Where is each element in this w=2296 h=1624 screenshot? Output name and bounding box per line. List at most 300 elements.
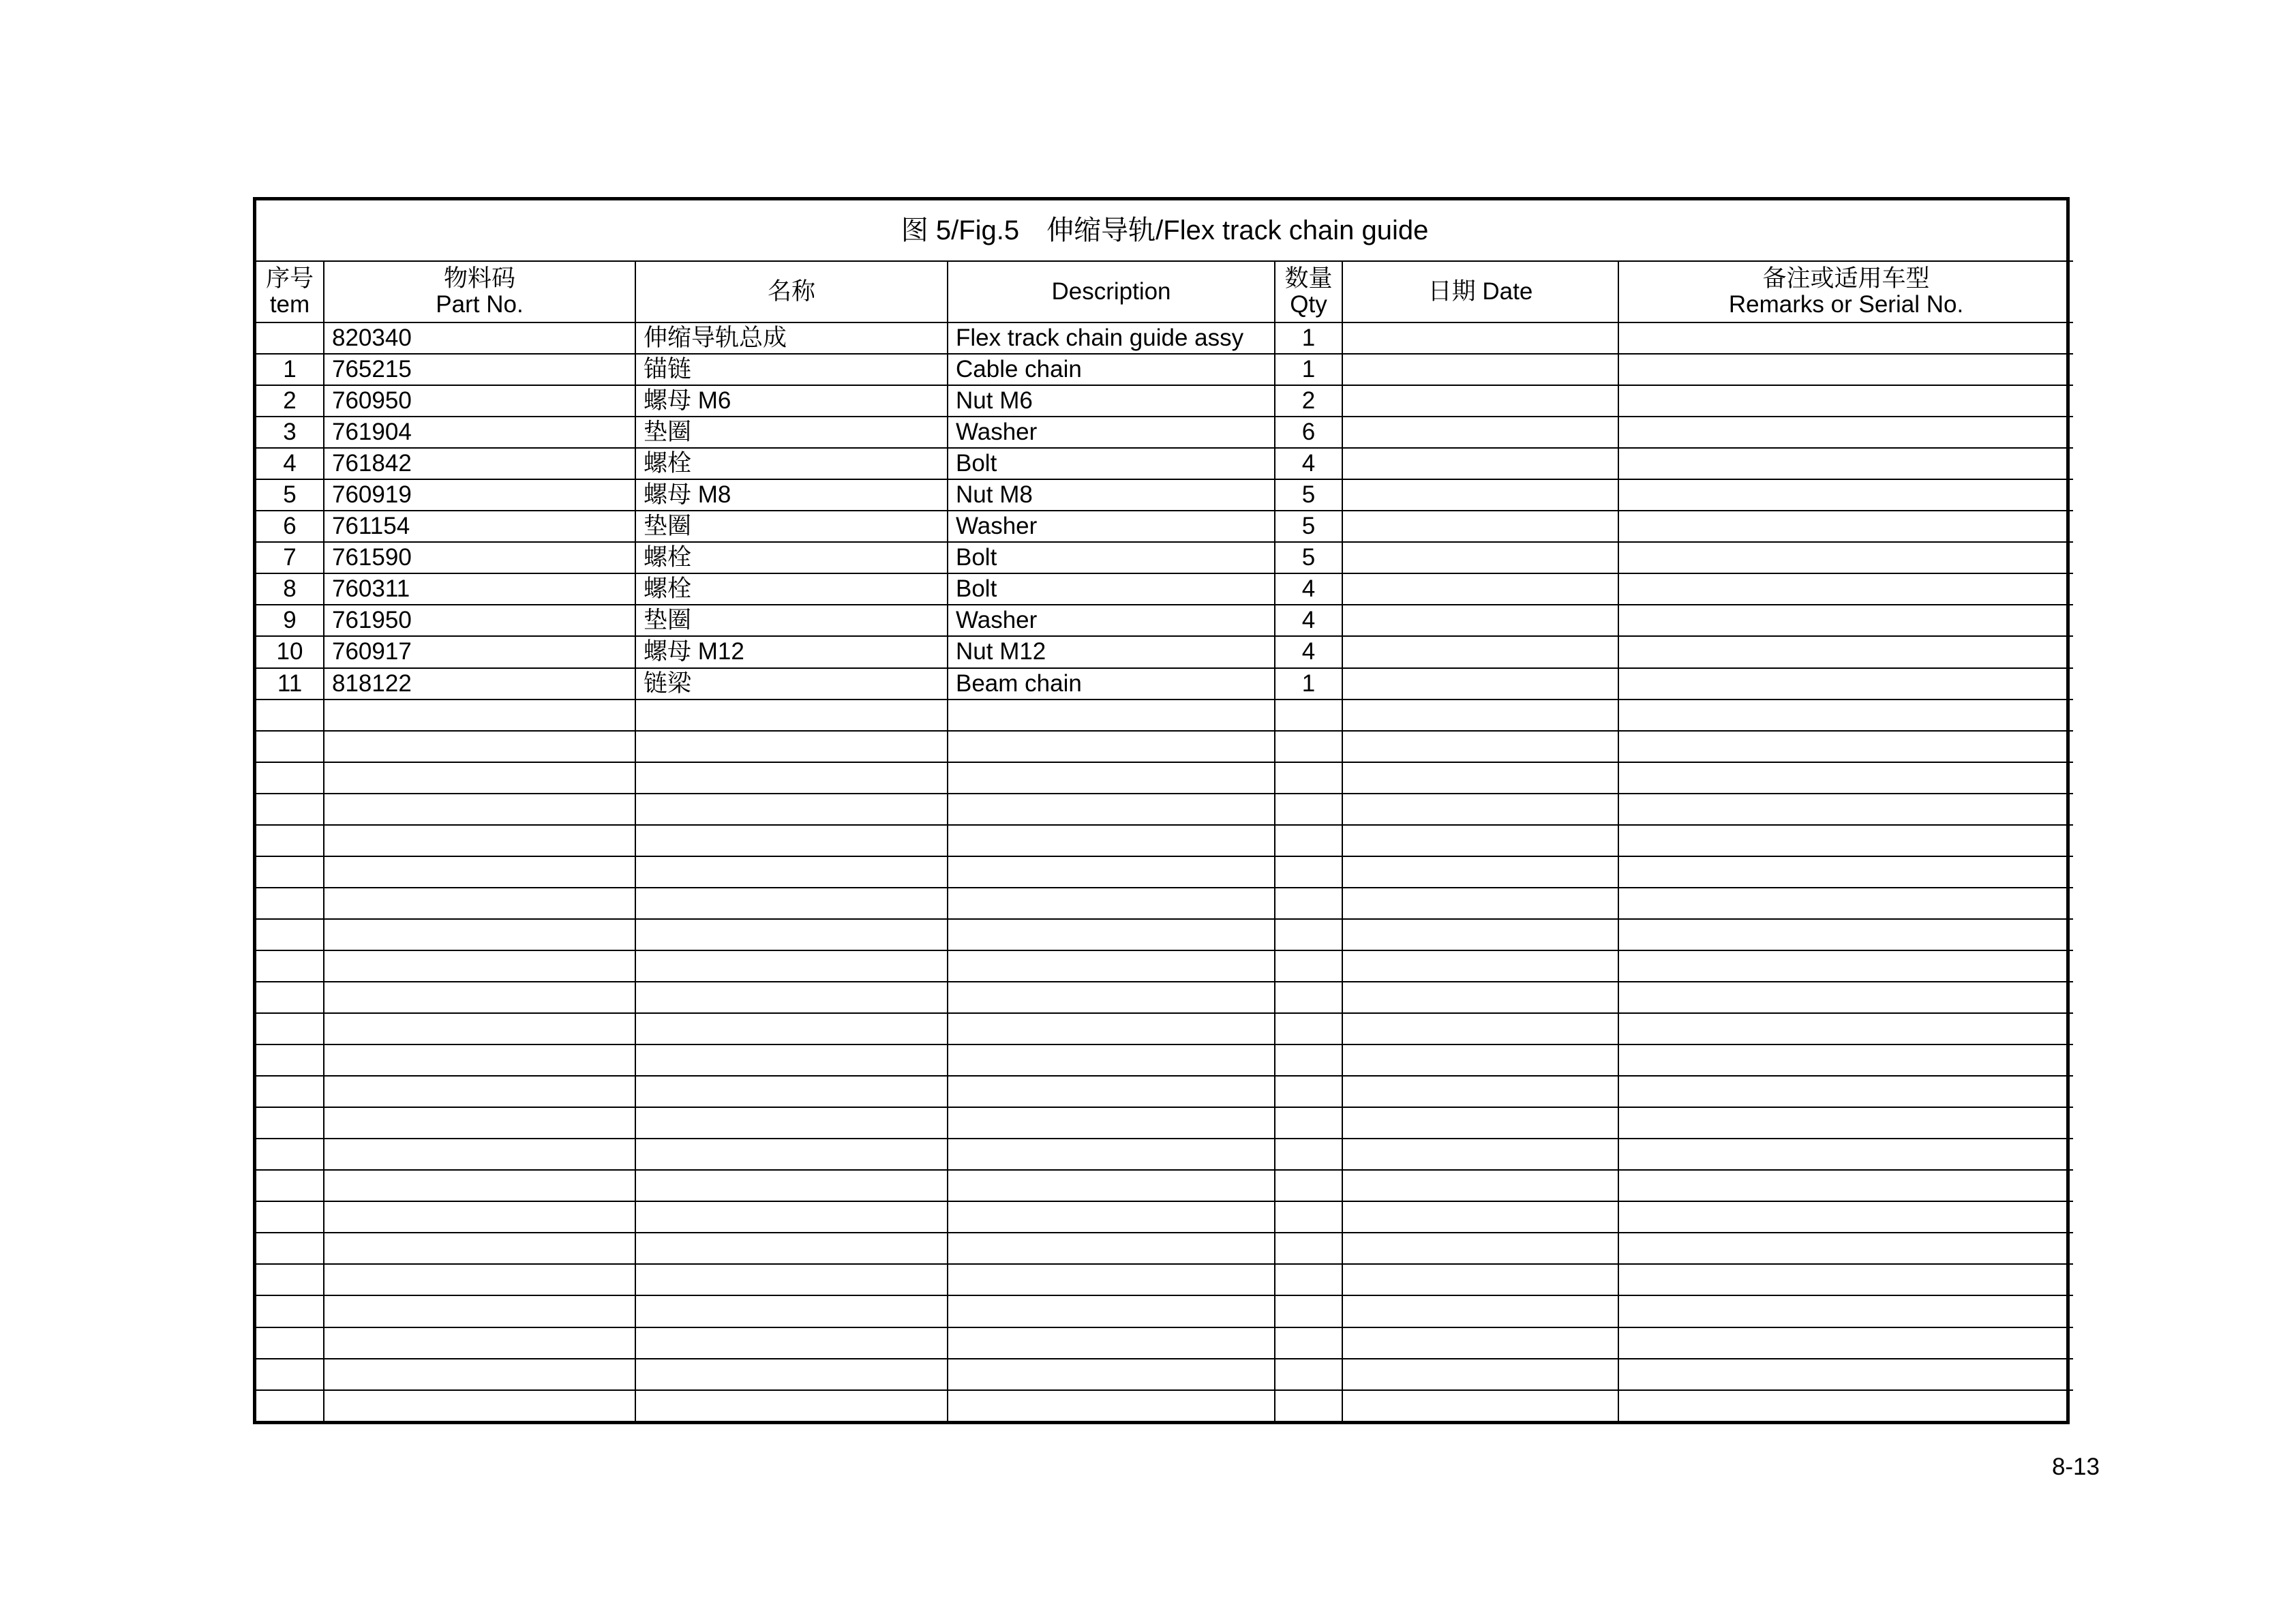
table-row <box>256 919 2073 950</box>
cell-remarks <box>1618 1139 2073 1170</box>
cell-date <box>1342 1233 1618 1264</box>
cell-remarks <box>1618 448 2073 479</box>
cell-item: 1 <box>256 354 324 385</box>
table-row <box>256 1327 2073 1359</box>
table-row <box>256 573 2073 605</box>
header-qty-en: Qty <box>1290 291 1327 318</box>
cell-description: Bolt <box>948 542 1275 573</box>
cell-item <box>256 856 324 888</box>
cell-item <box>256 888 324 919</box>
cell-item <box>256 1359 324 1390</box>
cell-part-no: 761154 <box>324 511 635 542</box>
cell-description <box>948 1139 1275 1170</box>
cell-item: 9 <box>256 605 324 636</box>
cell-name-cn: 螺母 M8 <box>635 479 948 511</box>
cell-description <box>948 1390 1275 1421</box>
cell-qty <box>1275 1327 1342 1359</box>
cell-name-cn: 锚链 <box>635 354 948 385</box>
cell-name-cn <box>635 982 948 1013</box>
cell-part-no: 761904 <box>324 417 635 448</box>
cell-description <box>948 950 1275 982</box>
cell-remarks <box>1618 1359 2073 1390</box>
cell-name-cn <box>635 825 948 856</box>
header-item-en: tem <box>269 291 310 318</box>
cell-description: Washer <box>948 417 1275 448</box>
cell-remarks <box>1618 1390 2073 1421</box>
table-row <box>256 1201 2073 1233</box>
cell-item <box>256 731 324 762</box>
cell-part-no: 761950 <box>324 605 635 636</box>
cell-qty <box>1275 731 1342 762</box>
cell-item <box>256 1327 324 1359</box>
cell-description: Washer <box>948 511 1275 542</box>
table-row <box>256 794 2073 825</box>
cell-remarks <box>1618 385 2073 417</box>
cell-part-no <box>324 731 635 762</box>
cell-date <box>1342 731 1618 762</box>
table-row <box>256 1013 2073 1044</box>
cell-part-no: 760917 <box>324 636 635 667</box>
cell-description <box>948 1359 1275 1390</box>
cell-part-no <box>324 982 635 1013</box>
cell-name-cn <box>635 794 948 825</box>
cell-name-cn <box>635 1044 948 1076</box>
cell-item <box>256 1295 324 1327</box>
cell-description: Flex track chain guide assy <box>948 322 1275 354</box>
cell-qty <box>1275 1233 1342 1264</box>
cell-date <box>1342 573 1618 605</box>
cell-part-no <box>324 856 635 888</box>
cell-part-no <box>324 950 635 982</box>
cell-item <box>256 1139 324 1170</box>
cell-name-cn <box>635 762 948 794</box>
cell-item <box>256 982 324 1013</box>
cell-date <box>1342 1295 1618 1327</box>
cell-part-no: 820340 <box>324 322 635 354</box>
cell-name-cn <box>635 1359 948 1390</box>
cell-part-no: 760919 <box>324 479 635 511</box>
cell-name-cn: 螺栓 <box>635 542 948 573</box>
cell-item: 3 <box>256 417 324 448</box>
cell-item <box>256 762 324 794</box>
cell-date <box>1342 1327 1618 1359</box>
cell-item <box>256 1233 324 1264</box>
cell-date <box>1342 950 1618 982</box>
cell-remarks <box>1618 1013 2073 1044</box>
cell-item <box>256 1107 324 1139</box>
cell-date <box>1342 700 1618 731</box>
cell-part-no <box>324 1107 635 1139</box>
cell-part-no <box>324 1170 635 1201</box>
cell-date <box>1342 511 1618 542</box>
cell-name-cn <box>635 700 948 731</box>
cell-remarks <box>1618 1201 2073 1233</box>
cell-description: Washer <box>948 605 1275 636</box>
cell-remarks <box>1618 888 2073 919</box>
cell-remarks <box>1618 919 2073 950</box>
table-row <box>256 385 2073 417</box>
cell-description: Bolt <box>948 448 1275 479</box>
cell-qty <box>1275 1076 1342 1107</box>
cell-name-cn <box>635 1390 948 1421</box>
cell-remarks <box>1618 322 2073 354</box>
header-description: Description <box>948 261 1275 322</box>
cell-remarks <box>1618 354 2073 385</box>
cell-date <box>1342 448 1618 479</box>
cell-item <box>256 1264 324 1295</box>
cell-name-cn: 螺栓 <box>635 448 948 479</box>
cell-remarks <box>1618 794 2073 825</box>
table-row <box>256 1044 2073 1076</box>
cell-name-cn: 螺母 M6 <box>635 385 948 417</box>
table-row <box>256 322 2073 354</box>
cell-qty: 2 <box>1275 385 1342 417</box>
cell-date <box>1342 982 1618 1013</box>
cell-item <box>256 1044 324 1076</box>
cell-name-cn <box>635 888 948 919</box>
cell-item: 5 <box>256 479 324 511</box>
cell-date <box>1342 1076 1618 1107</box>
table-row <box>256 982 2073 1013</box>
cell-item <box>256 825 324 856</box>
cell-description <box>948 700 1275 731</box>
cell-qty <box>1275 1013 1342 1044</box>
header-name-cn: 名称 <box>635 261 948 322</box>
cell-date <box>1342 354 1618 385</box>
cell-name-cn <box>635 1264 948 1295</box>
table-header-row <box>256 261 2073 322</box>
cell-description <box>948 1170 1275 1201</box>
cell-description: Nut M6 <box>948 385 1275 417</box>
cell-qty: 5 <box>1275 511 1342 542</box>
cell-item: 8 <box>256 573 324 605</box>
cell-part-no <box>324 1359 635 1390</box>
cell-date <box>1342 794 1618 825</box>
cell-remarks <box>1618 1107 2073 1139</box>
cell-remarks <box>1618 1044 2073 1076</box>
cell-date <box>1342 919 1618 950</box>
cell-qty: 4 <box>1275 636 1342 667</box>
table-row <box>256 1359 2073 1390</box>
cell-qty <box>1275 982 1342 1013</box>
cell-part-no: 761590 <box>324 542 635 573</box>
table-row <box>256 1170 2073 1201</box>
cell-date <box>1342 668 1618 700</box>
cell-qty: 1 <box>1275 668 1342 700</box>
cell-remarks <box>1618 511 2073 542</box>
cell-description <box>948 1201 1275 1233</box>
cell-date <box>1342 1359 1618 1390</box>
cell-date <box>1342 825 1618 856</box>
cell-date <box>1342 1201 1618 1233</box>
cell-description: Beam chain <box>948 668 1275 700</box>
table-row <box>256 1107 2073 1139</box>
header-date: 日期 Date <box>1342 261 1618 322</box>
table-row <box>256 1076 2073 1107</box>
cell-name-cn <box>635 1295 948 1327</box>
cell-item <box>256 322 324 354</box>
cell-description <box>948 1295 1275 1327</box>
header-remarks-en: Remarks or Serial No. <box>1728 291 1964 318</box>
header-remarks <box>1618 261 2073 322</box>
header-remarks-cn: 备注或适用车型 <box>1762 265 1930 292</box>
cell-date <box>1342 762 1618 794</box>
cell-date <box>1342 542 1618 573</box>
table-row <box>256 1390 2073 1421</box>
header-qty-cn: 数量 <box>1284 265 1333 292</box>
cell-description <box>948 856 1275 888</box>
cell-name-cn <box>635 1107 948 1139</box>
cell-item: 6 <box>256 511 324 542</box>
table-row <box>256 825 2073 856</box>
cell-qty: 4 <box>1275 448 1342 479</box>
cell-item <box>256 1201 324 1233</box>
cell-part-no <box>324 1013 635 1044</box>
table-row <box>256 1264 2073 1295</box>
cell-qty <box>1275 762 1342 794</box>
header-item-cn: 序号 <box>265 265 314 292</box>
cell-part-no <box>324 1295 635 1327</box>
table-row <box>256 417 2073 448</box>
cell-description: Cable chain <box>948 354 1275 385</box>
cell-part-no <box>324 919 635 950</box>
cell-qty <box>1275 794 1342 825</box>
cell-part-no <box>324 762 635 794</box>
cell-part-no <box>324 1139 635 1170</box>
page-number: 8-13 <box>2051 1454 2100 1480</box>
cell-description: Bolt <box>948 573 1275 605</box>
table-row <box>256 479 2073 511</box>
cell-description <box>948 888 1275 919</box>
cell-remarks <box>1618 668 2073 700</box>
cell-description <box>948 762 1275 794</box>
table-row <box>256 1139 2073 1170</box>
cell-part-no: 818122 <box>324 668 635 700</box>
cell-name-cn: 伸缩导轨总成 <box>635 322 948 354</box>
header-part-no <box>324 261 635 322</box>
header-qty <box>1275 261 1342 322</box>
cell-item <box>256 1013 324 1044</box>
cell-remarks <box>1618 731 2073 762</box>
cell-remarks <box>1618 1076 2073 1107</box>
table-row <box>256 636 2073 667</box>
cell-name-cn <box>635 1170 948 1201</box>
cell-item <box>256 1076 324 1107</box>
cell-item: 7 <box>256 542 324 573</box>
cell-name-cn <box>635 1201 948 1233</box>
cell-item <box>256 794 324 825</box>
parts-list-sheet <box>253 197 2070 1424</box>
cell-remarks <box>1618 1295 2073 1327</box>
cell-date <box>1342 1264 1618 1295</box>
cell-remarks <box>1618 1264 2073 1295</box>
cell-qty: 1 <box>1275 354 1342 385</box>
cell-part-no <box>324 1327 635 1359</box>
cell-remarks <box>1618 479 2073 511</box>
cell-name-cn <box>635 856 948 888</box>
cell-date <box>1342 385 1618 417</box>
cell-description <box>948 825 1275 856</box>
cell-item <box>256 919 324 950</box>
cell-item: 10 <box>256 636 324 667</box>
cell-qty <box>1275 919 1342 950</box>
header-part-en: Part No. <box>436 291 524 318</box>
cell-remarks <box>1618 950 2073 982</box>
cell-description <box>948 1107 1275 1139</box>
cell-qty: 5 <box>1275 542 1342 573</box>
cell-item: 4 <box>256 448 324 479</box>
cell-qty: 6 <box>1275 417 1342 448</box>
cell-qty <box>1275 1139 1342 1170</box>
table-row <box>256 605 2073 636</box>
cell-qty <box>1275 1264 1342 1295</box>
cell-date <box>1342 1107 1618 1139</box>
cell-part-no <box>324 794 635 825</box>
cell-qty <box>1275 1044 1342 1076</box>
cell-date <box>1342 479 1618 511</box>
cell-qty <box>1275 1390 1342 1421</box>
cell-qty <box>1275 1295 1342 1327</box>
cell-name-cn: 垫圈 <box>635 417 948 448</box>
table-row <box>256 1295 2073 1327</box>
cell-part-no: 760950 <box>324 385 635 417</box>
cell-description <box>948 794 1275 825</box>
cell-qty <box>1275 700 1342 731</box>
cell-item: 2 <box>256 385 324 417</box>
cell-description <box>948 982 1275 1013</box>
cell-qty <box>1275 1170 1342 1201</box>
table-row <box>256 700 2073 731</box>
cell-remarks <box>1618 1327 2073 1359</box>
cell-part-no <box>324 1076 635 1107</box>
cell-item <box>256 1390 324 1421</box>
cell-remarks <box>1618 825 2073 856</box>
cell-date <box>1342 1139 1618 1170</box>
page-title: 图 5/Fig.5 伸缩导轨/Flex track chain guide <box>256 200 2073 261</box>
cell-remarks <box>1618 1170 2073 1201</box>
cell-name-cn <box>635 1327 948 1359</box>
cell-date <box>1342 1044 1618 1076</box>
cell-part-no <box>324 1390 635 1421</box>
cell-name-cn <box>635 1233 948 1264</box>
cell-date <box>1342 322 1618 354</box>
header-item <box>256 261 324 322</box>
table-row <box>256 511 2073 542</box>
cell-description <box>948 1076 1275 1107</box>
cell-qty <box>1275 856 1342 888</box>
cell-description <box>948 1233 1275 1264</box>
cell-name-cn: 垫圈 <box>635 511 948 542</box>
cell-name-cn <box>635 950 948 982</box>
cell-part-no: 765215 <box>324 354 635 385</box>
table-row <box>256 448 2073 479</box>
cell-remarks <box>1618 700 2073 731</box>
table-row <box>256 354 2073 385</box>
cell-remarks <box>1618 856 2073 888</box>
cell-date <box>1342 1170 1618 1201</box>
cell-name-cn: 垫圈 <box>635 605 948 636</box>
cell-name-cn <box>635 1013 948 1044</box>
cell-qty <box>1275 888 1342 919</box>
cell-part-no <box>324 825 635 856</box>
cell-description <box>948 1327 1275 1359</box>
cell-qty <box>1275 1359 1342 1390</box>
cell-date <box>1342 1390 1618 1421</box>
cell-description <box>948 1264 1275 1295</box>
cell-qty: 1 <box>1275 322 1342 354</box>
cell-part-no <box>324 1044 635 1076</box>
cell-description: Nut M8 <box>948 479 1275 511</box>
cell-name-cn <box>635 1139 948 1170</box>
cell-description <box>948 919 1275 950</box>
cell-name-cn: 链梁 <box>635 668 948 700</box>
cell-name-cn: 螺栓 <box>635 573 948 605</box>
cell-date <box>1342 888 1618 919</box>
cell-item: 11 <box>256 668 324 700</box>
cell-qty <box>1275 1107 1342 1139</box>
cell-part-no: 761842 <box>324 448 635 479</box>
cell-qty <box>1275 950 1342 982</box>
cell-date <box>1342 636 1618 667</box>
cell-description <box>948 731 1275 762</box>
cell-part-no <box>324 1264 635 1295</box>
cell-remarks <box>1618 573 2073 605</box>
cell-part-no: 760311 <box>324 573 635 605</box>
header-part-cn: 物料码 <box>443 265 515 292</box>
cell-qty: 4 <box>1275 573 1342 605</box>
cell-part-no <box>324 1233 635 1264</box>
cell-qty <box>1275 1201 1342 1233</box>
cell-remarks <box>1618 1233 2073 1264</box>
cell-remarks <box>1618 417 2073 448</box>
table-row <box>256 762 2073 794</box>
cell-description <box>948 1013 1275 1044</box>
cell-name-cn <box>635 1076 948 1107</box>
cell-date <box>1342 856 1618 888</box>
table-row <box>256 731 2073 762</box>
cell-qty: 4 <box>1275 605 1342 636</box>
cell-remarks <box>1618 542 2073 573</box>
cell-remarks <box>1618 636 2073 667</box>
table-row <box>256 856 2073 888</box>
cell-date <box>1342 605 1618 636</box>
cell-remarks <box>1618 605 2073 636</box>
table-row <box>256 542 2073 573</box>
table-row <box>256 950 2073 982</box>
cell-name-cn <box>635 731 948 762</box>
cell-description: Nut M12 <box>948 636 1275 667</box>
table-row <box>256 668 2073 700</box>
cell-description <box>948 1044 1275 1076</box>
cell-item <box>256 700 324 731</box>
cell-remarks <box>1618 982 2073 1013</box>
table-row <box>256 1233 2073 1264</box>
cell-part-no <box>324 1201 635 1233</box>
cell-qty <box>1275 825 1342 856</box>
cell-name-cn: 螺母 M12 <box>635 636 948 667</box>
parts-table <box>256 200 2073 1421</box>
cell-qty: 5 <box>1275 479 1342 511</box>
cell-remarks <box>1618 762 2073 794</box>
table-row <box>256 888 2073 919</box>
cell-date <box>1342 1013 1618 1044</box>
cell-item <box>256 1170 324 1201</box>
cell-part-no <box>324 700 635 731</box>
cell-date <box>1342 417 1618 448</box>
cell-part-no <box>324 888 635 919</box>
cell-name-cn <box>635 919 948 950</box>
cell-item <box>256 950 324 982</box>
